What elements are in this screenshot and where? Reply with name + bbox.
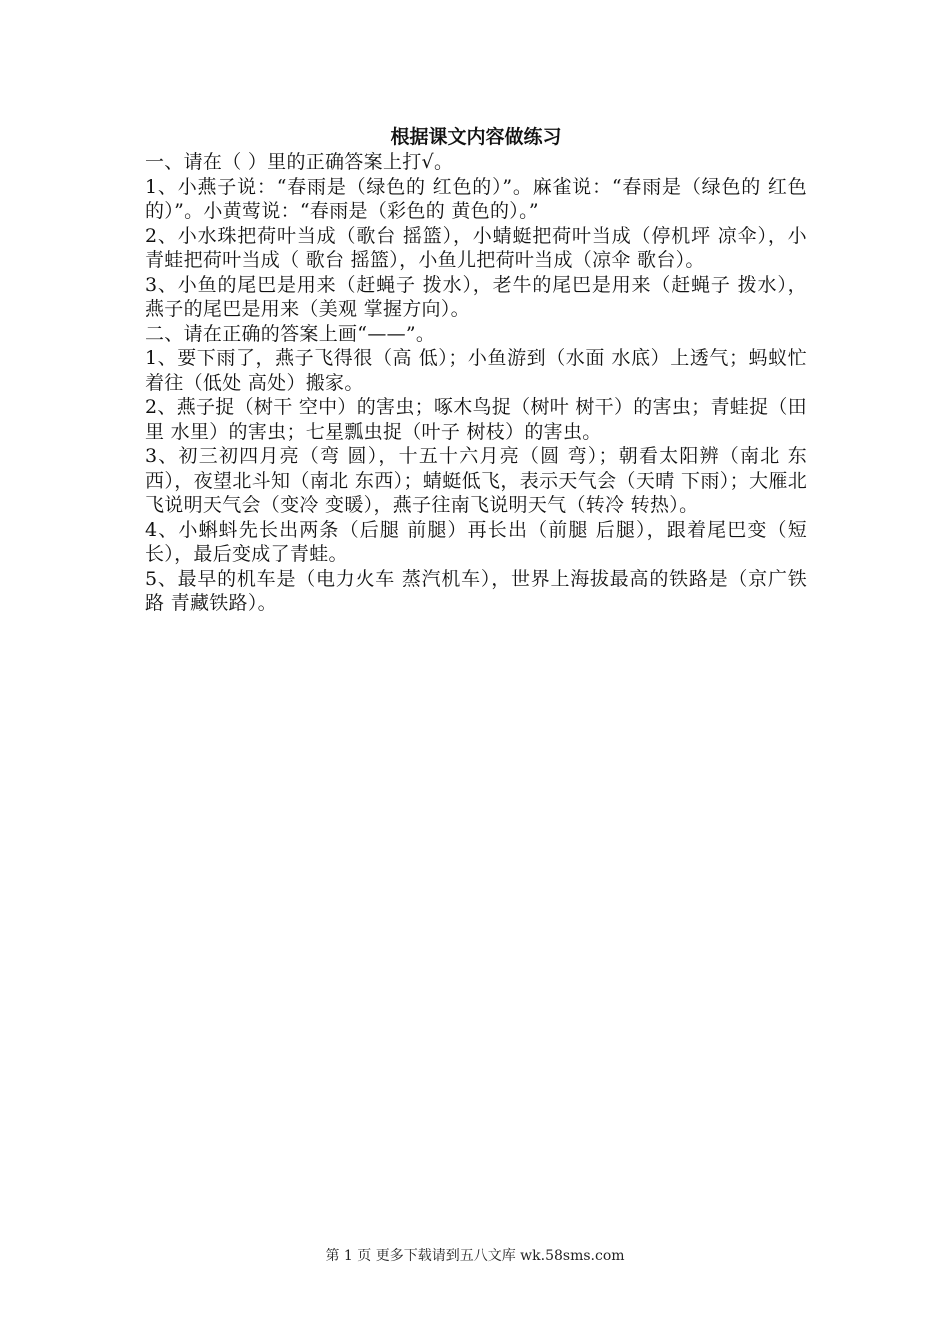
section-heading-2: 二、请在正确的答案上画“——”。 <box>145 322 436 345</box>
exercise-2-1: 1、要下雨了，燕子飞得很（高 低）；小鱼游到（水面 水底）上透气；蚂蚁忙着往（低处 高处）搬家。 <box>145 347 807 394</box>
section-heading-1: 一、请在（ ）里的正确答案上打√。 <box>145 151 454 173</box>
exercise-2-5: 5、最早的机车是（电力火车 蒸汽机车），世界上海拔最高的铁路是（京广铁路 青藏铁路）。 <box>145 567 807 614</box>
page-footer: 第 1 页 更多下载请到五八文库 wk.58sms.com <box>325 1248 625 1264</box>
exercise-2-2: 2、燕子捉（树干 空中）的害虫；啄木鸟捉（树叶 树干）的害虫；青蛙捉（田里 水里）的害虫；七星瓢虫捉（叶子 树枝）的害虫。 <box>145 396 807 443</box>
document-body <box>145 124 807 616</box>
exercise-2-4: 4、小蝌蚪先长出两条（后腿 前腿）再长出（前腿 后腿），跟着尾巴变（短 长），最后变成了青蛙。 <box>145 518 807 565</box>
exercise-1-1: 1、小燕子说：“春雨是（绿色的 红色的）”。麻雀说：“春雨是（绿色的 红色的）”。小黄莺说：“春雨是（彩色的 黄色的）。” <box>145 175 807 222</box>
exercise-1-3: 3、小鱼的尾巴是用来（赶蝇子 拨水），老牛的尾巴是用来（赶蝇子 拨水），燕子的尾巴是用来（美观 掌握方向）。 <box>145 273 807 320</box>
exercise-2-3: 3、初三初四月亮（弯 圆），十五十六月亮（圆 弯）；朝看太阳辨（南北 东西），夜望北斗知（南北 东西）；蜻蜓低飞，表示天气会（天晴 下雨）；大雁北飞说明天气会（变冷 变暖），燕子往南飞说明天气（转冷 转热）。 <box>145 445 807 516</box>
document-title: 根据课文内容做练习 <box>390 126 562 148</box>
exercise-1-2: 2、小水珠把荷叶当成（歌台 摇篮），小蜻蜓把荷叶当成（停机坪 凉伞），小青蛙把荷叶当成（ 歌台 摇篮），小鱼儿把荷叶当成（凉伞 歌台）。 <box>145 224 807 271</box>
